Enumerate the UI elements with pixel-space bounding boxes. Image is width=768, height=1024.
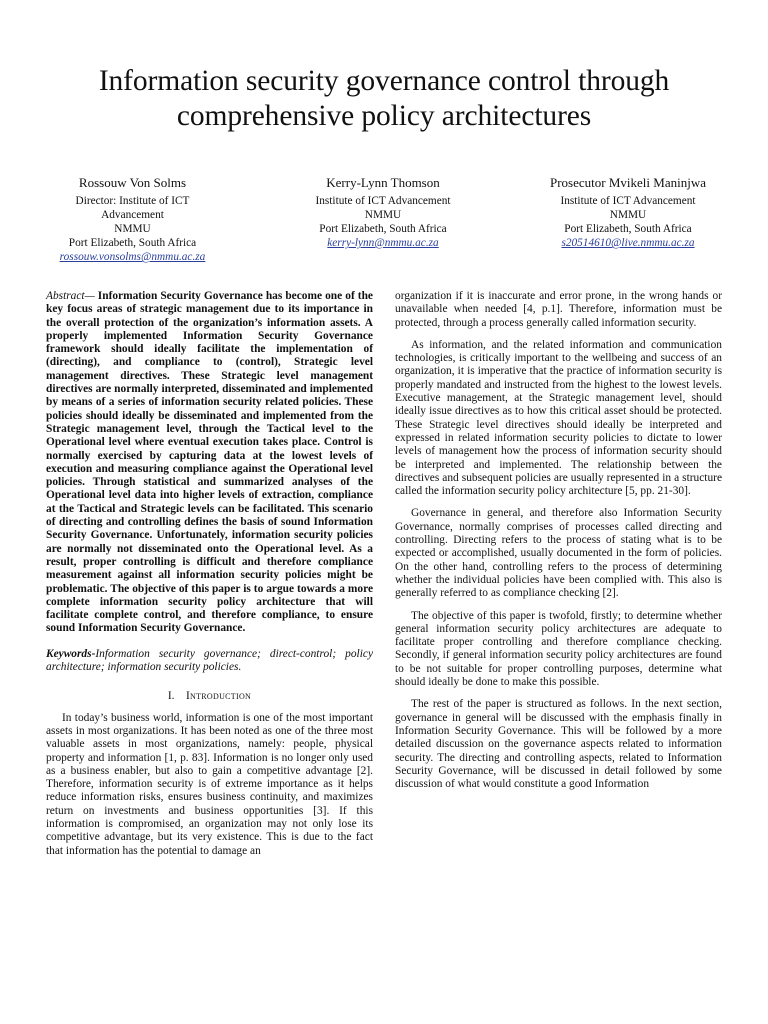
- author-email[interactable]: rossouw.vonsolms@nmmu.ac.za: [59, 251, 206, 263]
- body-paragraph: organization if it is inaccurate and error prone, in the wrong hands or unavailable when needed [4, p.1]. Therefore, information must be protected, through a process generally called information security.: [395, 290, 722, 329]
- body-paragraph: Governance in general, and therefore also Information Security Governance, normally comprises of processes called directing and controlling. Directing refers to the process of stating what is to be expected or accomplished, usually documented in the form of policies. On the other hand, controlling refers to the process of determining whether the individual policies have been complied with. This also is generally referred to as compliance checking [2].: [395, 507, 722, 600]
- author-affiliation: NMMU: [609, 209, 647, 221]
- right-column: [395, 290, 722, 800]
- author-name: Rossouw Von Solms: [78, 175, 187, 190]
- author-3: [528, 175, 728, 250]
- author-affiliation: NMMU: [364, 209, 402, 221]
- keywords: [46, 648, 373, 675]
- left-column: [46, 290, 373, 867]
- abstract-label: Abstract—: [46, 290, 95, 302]
- keywords-label: Keywords-: [46, 647, 96, 660]
- section-heading: [46, 690, 373, 703]
- paper-title: Information security governance control through comprehensive policy architectures: [98, 65, 670, 132]
- author-affiliation: Director: Institute of ICT: [75, 195, 190, 207]
- author-name: Prosecutor Mvikeli Maninjwa: [550, 175, 706, 190]
- author-1: [40, 175, 225, 264]
- body-paragraph: As information, and the related information and communication technologies, is critically important to the wellbeing and success of an organization, it is imperative that the practice of information security is properly mandated and instructed from the highest to the lowest levels. Executive management, at the Strategic management level, should ideally issue directives as to how this critical asset should be protected. These Strategic level directives should ideally be interpreted and expressed in related information security policies to dictate to lower levels of management how the process of information security should be interpreted and implemented. The relationship between the directives and subsequent policies are usually represented in a structure called the information security policy architecture [5, pp. 21-30].: [395, 338, 722, 498]
- author-email[interactable]: kerry-lynn@nmmu.ac.za: [327, 237, 439, 249]
- abstract-text: Information Security Governance has become one of the key focus areas of strategic management due to its importance in the overall protection of the organization’s information assets. A properly implemented Information Security Governance framework should ideally facilitate the implementation of (directing), and compliance to (control), Strategic level management directives. These Strategic level management directives are normally interpreted, disseminated and implemented by means of a series of information security related policies. These policies should ideally be disseminated and implemented from the Strategic management level, through the Tactical level to the Operational level where eventual execution takes place. Control is normally exercised by capturing data at the lowest levels of execution and measuring compliance against the Operational level policies. Through statistical and summarized analyses of the Operational level data into higher levels of extraction, compliance at the Tactical and Strategic levels can be facilitated. This scenario of directing and controlling defines the basis of sound Information Security Governance. Unfortunately, information security policies are normally not disseminated onto the Operational level. As a result, proper controlling is difficult and therefore compliance measurement against all information security policies might be problematic. The objective of this paper is to argue towards a more complete information security policy architecture that will facilitate complete control, and therefore compliance, to ensure sound Information Security Governance.: [46, 290, 373, 635]
- author-affiliation: Institute of ICT Advancement: [560, 195, 696, 207]
- section-title: Introduction: [185, 690, 252, 703]
- author-email[interactable]: s20514610@live.nmmu.ac.za: [561, 237, 695, 249]
- keywords-text: Information security governance; direct-control; policy architecture; information security policies.: [46, 647, 373, 674]
- body-paragraph: The objective of this paper is twofold, firstly; to determine whether general information security policy architectures are adequate to facilitate proper controlling and therefore compliance checking. Secondly, if general information security policy architectures are found to be not suitable for proper controlling purposes, determine what should ideally be done to make this possible.: [395, 609, 722, 689]
- author-affiliation: Advancement: [101, 209, 164, 221]
- author-2: [288, 175, 478, 250]
- author-affiliation: Port Elizabeth, South Africa: [319, 223, 447, 235]
- author-affiliation: NMMU: [114, 223, 151, 235]
- section-number: I.: [167, 690, 175, 703]
- author-affiliation: Port Elizabeth, South Africa: [68, 237, 197, 249]
- author-affiliation: Port Elizabeth, South Africa: [564, 223, 692, 235]
- author-name: Kerry-Lynn Thomson: [326, 175, 440, 190]
- body-paragraph: In today’s business world, information is one of the most important assets in most organizations. It has been noted as one of the three most valuable assets in most organizations, namely: people, physical property and information [1, p. 83]. Information is no longer only used as a business enabler, but also to gain a competitive advantage [2]. Therefore, information security is of extreme importance as it helps reduce information risks, ensures business continuity, and maximizes return on investments and business opportunities [3]. If this information is compromised, an organization may not only lose its competitive advantage, but its very existence. This is due to the fact that information has the potential to damage an: [46, 711, 373, 857]
- body-paragraph: The rest of the paper is structured as follows. In the next section, governance in general will be discussed with the emphasis finally in Information Security Governance. This will be followed by a more detailed discussion on the governance aspects related to information security. The directing and controlling aspects, related to Information Security Governance, will be discussed in detail followed by some discussion of what would constitute a good Information: [395, 698, 722, 791]
- abstract: [46, 290, 373, 636]
- author-affiliation: Institute of ICT Advancement: [315, 195, 451, 207]
